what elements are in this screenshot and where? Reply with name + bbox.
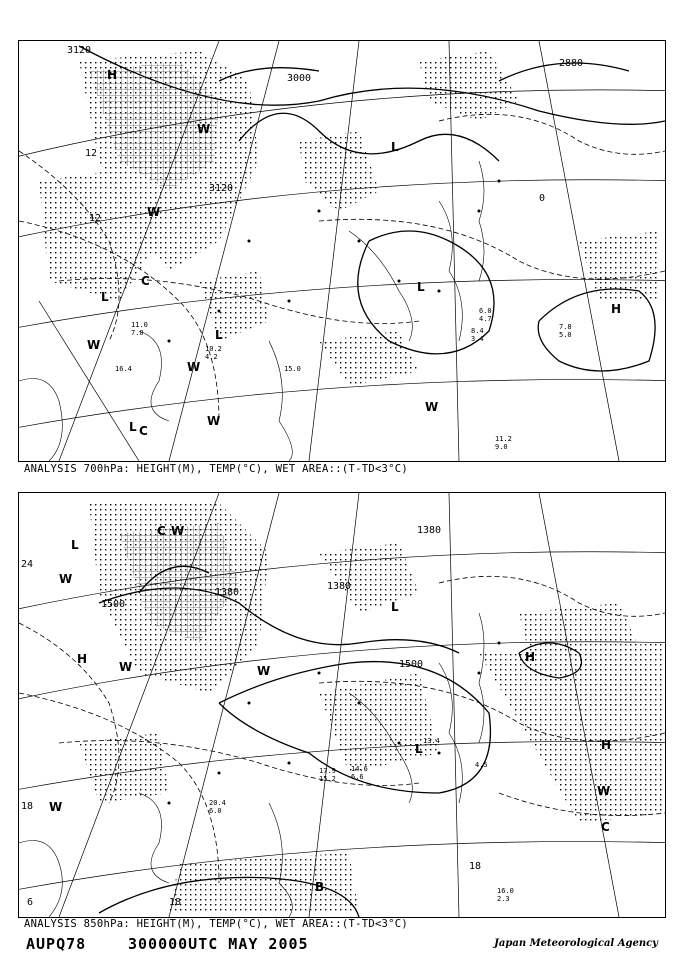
cold-symbol: C [141,274,150,288]
station-value: 15.0 [284,365,301,373]
contour-label: 1380 [327,581,352,592]
wet-area-shading [79,503,665,913]
low-pressure-symbol: L [71,538,79,552]
station-value: 10.2 [205,345,222,353]
low-pressure-symbol: L [101,290,109,304]
warm-symbol: W [59,572,73,586]
warm-symbol: W [171,524,185,538]
low-pressure-symbol: L [415,742,423,756]
station-value: 17.9 [319,767,336,775]
warm-symbol: W [425,400,439,414]
warm-symbol: W [147,205,161,219]
warm-symbol: W [119,660,133,674]
cold-symbol: C [139,424,148,438]
station-value: 16.4 [115,365,132,373]
high-pressure-symbol: H [107,68,118,82]
chart-id: AUPQ78 [26,935,87,953]
station-value: 6.0 [479,307,492,315]
contour-label: 2880 [559,58,584,69]
station-value: 9.0 [495,443,508,451]
map-700hpa-canvas [19,41,665,461]
station-values [115,307,572,451]
station-value: 15.2 [319,775,336,783]
warm-symbol: W [87,338,101,352]
station-value: 11.2 [495,435,512,443]
contour-label: 18 [169,897,182,908]
station-value: 14.6 [351,765,368,773]
warm-symbol: W [49,800,63,814]
station-value: 7.8 [559,323,572,331]
low-pressure-symbol: L [129,420,137,434]
station-value: 13.4 [423,737,440,745]
b-symbol: B [315,880,325,894]
valid-time: 300000UTC MAY 2005 [128,935,309,953]
station-value: 4.5 [475,761,488,769]
contour-label: 1500 [101,599,126,610]
station-value: 4.7 [479,315,492,323]
high-pressure-symbol: H [611,302,622,316]
contour-label: 1380 [417,525,442,536]
warm-symbol: W [197,122,211,136]
warm-symbol: W [257,664,271,678]
low-pressure-symbol: L [391,600,399,614]
station-value: 6.0 [209,807,222,815]
contour-label: 12 [85,148,98,159]
high-pressure-symbol: H [77,652,88,666]
station-value: 3.4 [471,335,484,343]
warm-symbol: W [597,784,611,798]
warm-symbol: W [207,414,221,428]
station-value: 20.4 [209,799,226,807]
caption-850hpa: ANALYSIS 850hPa: HEIGHT(M), TEMP(°C), WET AREA::(T-TD<3°C) [24,918,409,930]
low-pressure-symbol: L [391,140,399,154]
station-value: 8.4 [471,327,484,335]
map-panel-700hpa [18,40,666,462]
contour-label: 3120 [67,45,92,56]
contour-label: 18 [469,861,482,872]
contour-label: 6 [27,897,34,908]
contour-label: 18 [21,801,34,812]
cold-symbol: C [157,524,166,538]
station-value: 5.0 [559,331,572,339]
low-pressure-symbol: L [215,328,223,342]
cold-symbol: C [601,820,610,834]
contour-label: 0 [539,193,546,204]
contour-label: 24 [21,559,34,570]
agency-credit: Japan Meteorological Agency [494,938,658,949]
map-850hpa-canvas [19,493,665,917]
contour-label: 1500 [399,659,424,670]
station-value: 11.0 [131,321,148,329]
station-value: 16.0 [497,887,514,895]
station-value: 4.2 [205,353,218,361]
map-panel-850hpa [18,492,666,918]
contour-label: 1380 [215,587,240,598]
station-value: 6.6 [351,773,364,781]
contour-label: 12 [89,213,102,224]
caption-700hpa: ANALYSIS 700hPa: HEIGHT(M), TEMP(°C), WET AREA::(T-TD<3°C) [24,463,409,475]
low-pressure-symbol: L [417,280,425,294]
warm-symbol: W [187,360,201,374]
high-pressure-symbol: H [601,738,612,752]
station-value: 7.0 [131,329,144,337]
contour-label: 3120 [209,183,234,194]
contour-label: 3000 [287,73,312,84]
station-value: 2.3 [497,895,510,903]
high-pressure-symbol: H [525,650,536,664]
